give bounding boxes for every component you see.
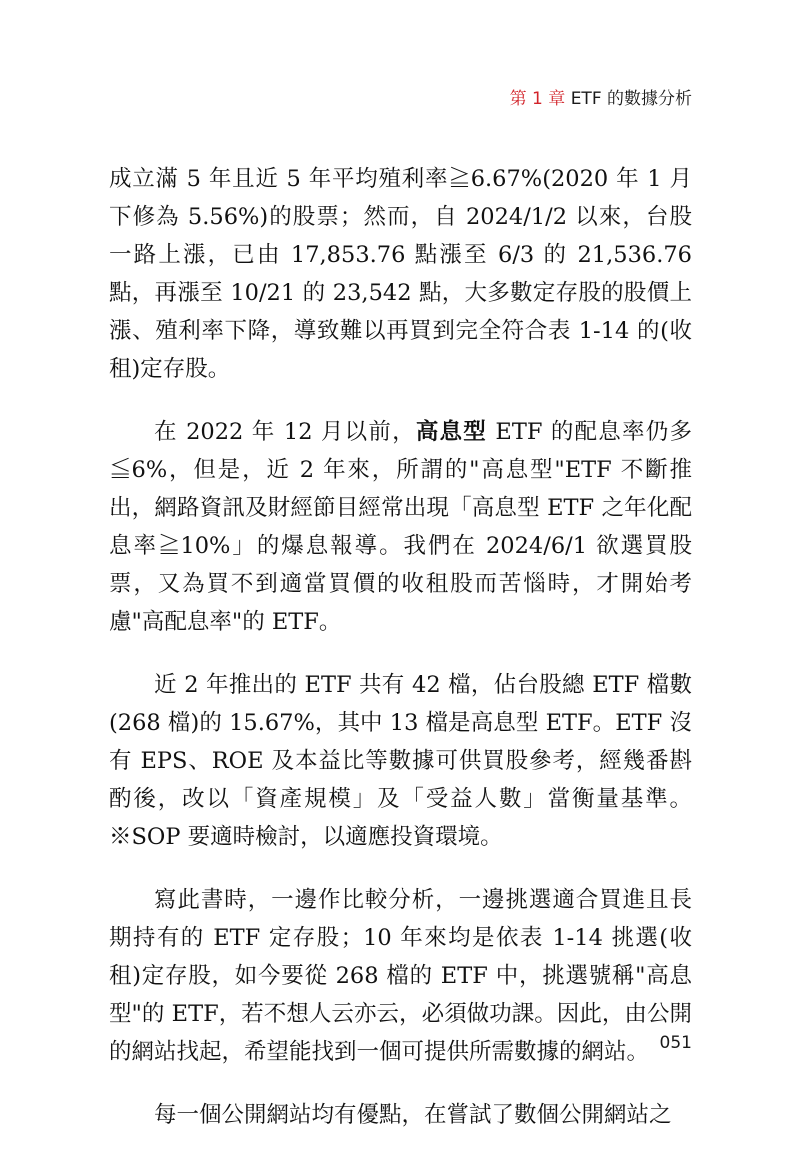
chapter-label: 第 1 章 bbox=[509, 89, 566, 109]
paragraph-2 bbox=[109, 413, 692, 641]
running-header bbox=[510, 88, 692, 110]
body-text bbox=[109, 160, 692, 1159]
paragraph-3: 近 2 年推出的 ETF 共有 42 檔，佔台股總 ETF 檔數(268 檔)的 15.67%，其中 13 檔是高息型 ETF。ETF 沒有 EPS、ROE 及本益比等數據可供買股參考，經幾番斟酌後，改以「資產規模」及「受益人數」當衡量基準。※SOP 要適時檢討，以適應投資環境。 bbox=[109, 672, 692, 850]
chapter-title: ETF 的數據分析 bbox=[570, 89, 692, 109]
paragraph-2-lead: 在 2022 年 12 月以前， bbox=[154, 419, 416, 445]
emphasized-term: 高息型 bbox=[415, 419, 488, 445]
paragraph-1: 成立滿 5 年且近 5 年平均殖利率≧6.67%(2020 年 1 月下修為 5.56%)的股票；然而，自 2024/1/2 以來，台股一路上漲，已由 17,853.76 點漲至 6/3 的 21,536.76 點，再漲至 10/21 的 23,542 點，大多數定存股的股價上漲、殖利率下降，導致難以再買到完全符合表 1-14 的(收租)定存股。 bbox=[109, 166, 692, 382]
paragraph-2-rest: ETF 的配息率仍多≦6%，但是，近 2 年來，所謂的"高息型"ETF 不斷推出，網路資訊及財經節目經常出現「高息型 ETF 之年化配息率≧10%」的爆息報導。我們在 2024/6/1 欲選買股票，又為買不到適當買價的收租股而苦惱時，才開始考慮"高配息率"的 ETF。 bbox=[109, 419, 692, 635]
paragraph-4: 寫此書時，一邊作比較分析，一邊挑選適合買進且長期持有的 ETF 定存股；10 年來均是依表 1-14 挑選(收租)定存股，如今要從 268 檔的 ETF 中，挑選號稱"高息型"的 ETF，若不想人云亦云，必須做功課。因此，由公開的網站找起，希望能找到一個可提供所需數據的網站。 bbox=[109, 887, 692, 1065]
paragraph-5: 每一個公開網站均有優點，在嘗試了數個公開網站之 bbox=[154, 1102, 672, 1128]
page-number: 051 bbox=[659, 1033, 692, 1053]
